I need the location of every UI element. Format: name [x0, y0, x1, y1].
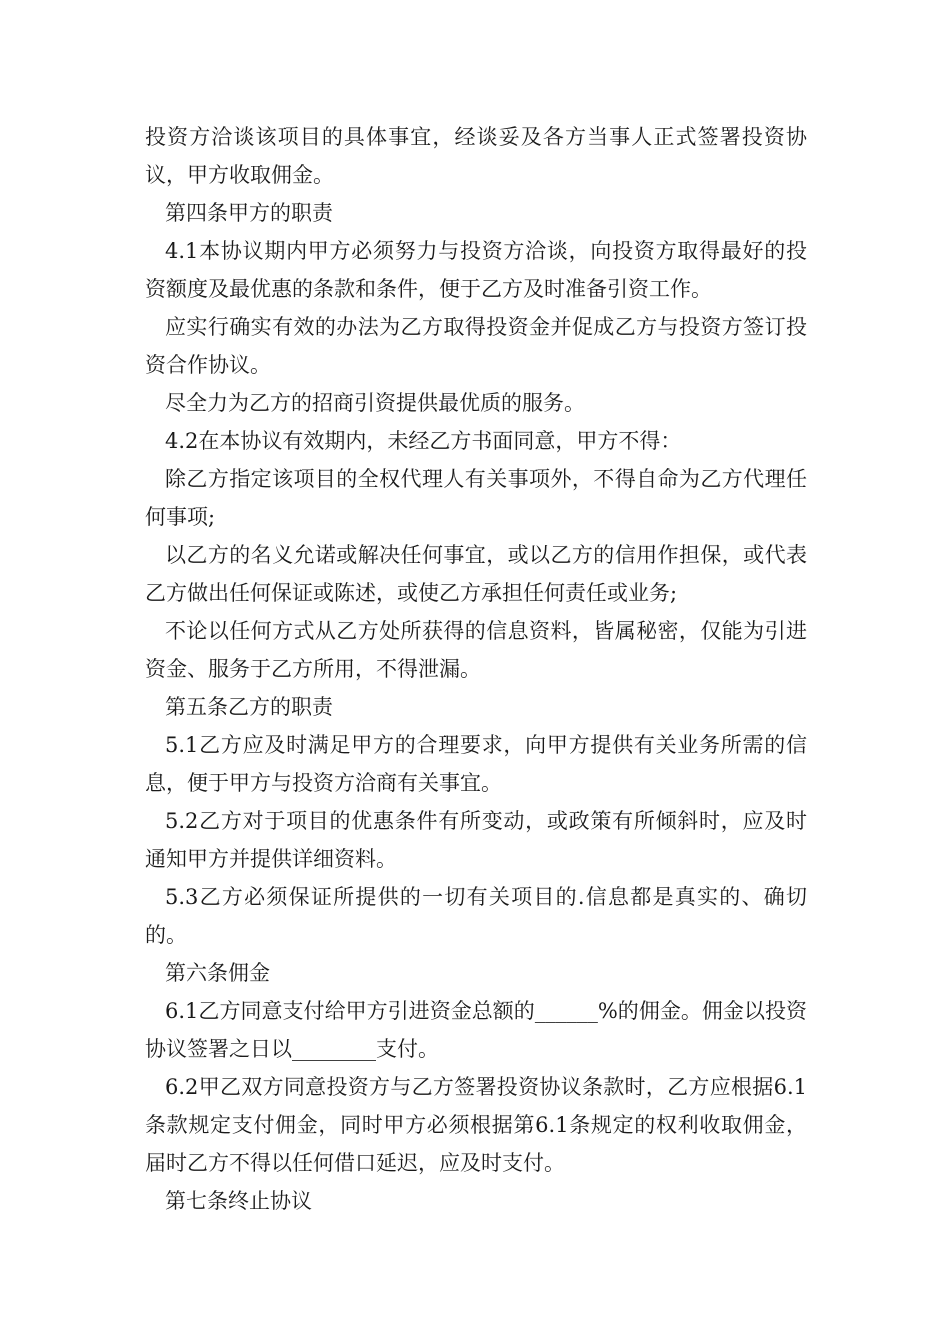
clause-4-1: 4.1本协议期内甲方必须努力与投资方洽谈，向投资方取得最好的投资额度及最优惠的条款和条件，便于乙方及时准备引资工作。 [145, 239, 807, 301]
paragraph-4-1-b: 尽全力为乙方的招商引资提供最优质的服务。 [165, 391, 585, 415]
clause-6-2: 6.2甲乙双方同意投资方与乙方签署投资协议条款时，乙方应根据6.1条款规定支付佣金，同时甲方必须根据第6.1条规定的权利收取佣金，届时乙方不得以任何借口延迟，应及时支付。 [145, 1075, 807, 1175]
clause-5-3: 5.3乙方必须保证所提供的一切有关项目的.信息都是真实的、确切的。 [145, 885, 807, 947]
paragraph-4-2-a: 除乙方指定该项目的全权代理人有关事项外，不得自命为乙方代理任何事项; [145, 467, 807, 529]
document-body [145, 118, 807, 1220]
heading-article-5: 第五条乙方的职责 [165, 695, 333, 719]
heading-article-4: 第四条甲方的职责 [165, 201, 333, 225]
clause-5-2: 5.2乙方对于项目的优惠条件有所变动，或政策有所倾斜时，应及时通知甲方并提供详细资料。 [145, 809, 807, 871]
heading-article-6: 第六条佣金 [165, 961, 270, 985]
paragraph-4-2-c: 不论以任何方式从乙方处所获得的信息资料，皆属秘密，仅能为引进资金、服务于乙方所用，不得泄漏。 [145, 619, 807, 681]
clause-4-2: 4.2在本协议有效期内，未经乙方书面同意，甲方不得： [165, 429, 682, 453]
clause-5-1: 5.1乙方应及时满足甲方的合理要求，向甲方提供有关业务所需的信息，便于甲方与投资方洽商有关事宜。 [145, 733, 807, 795]
paragraph-4-2-b: 以乙方的名义允诺或解决任何事宜，或以乙方的信用作担保，或代表乙方做出任何保证或陈述，或使乙方承担任何责任或业务; [145, 543, 807, 605]
clause-6-1: 6.1乙方同意支付给甲方引进资金总额的______%的佣金。佣金以投资协议签署之日以________支付。 [145, 999, 807, 1061]
paragraph-1: 投资方洽谈该项目的具体事宜，经谈妥及各方当事人正式签署投资协议，甲方收取佣金。 [145, 125, 807, 187]
heading-article-7: 第七条终止协议 [165, 1189, 312, 1213]
paragraph-4-1-a: 应实行确实有效的办法为乙方取得投资金并促成乙方与投资方签订投资合作协议。 [145, 315, 807, 377]
